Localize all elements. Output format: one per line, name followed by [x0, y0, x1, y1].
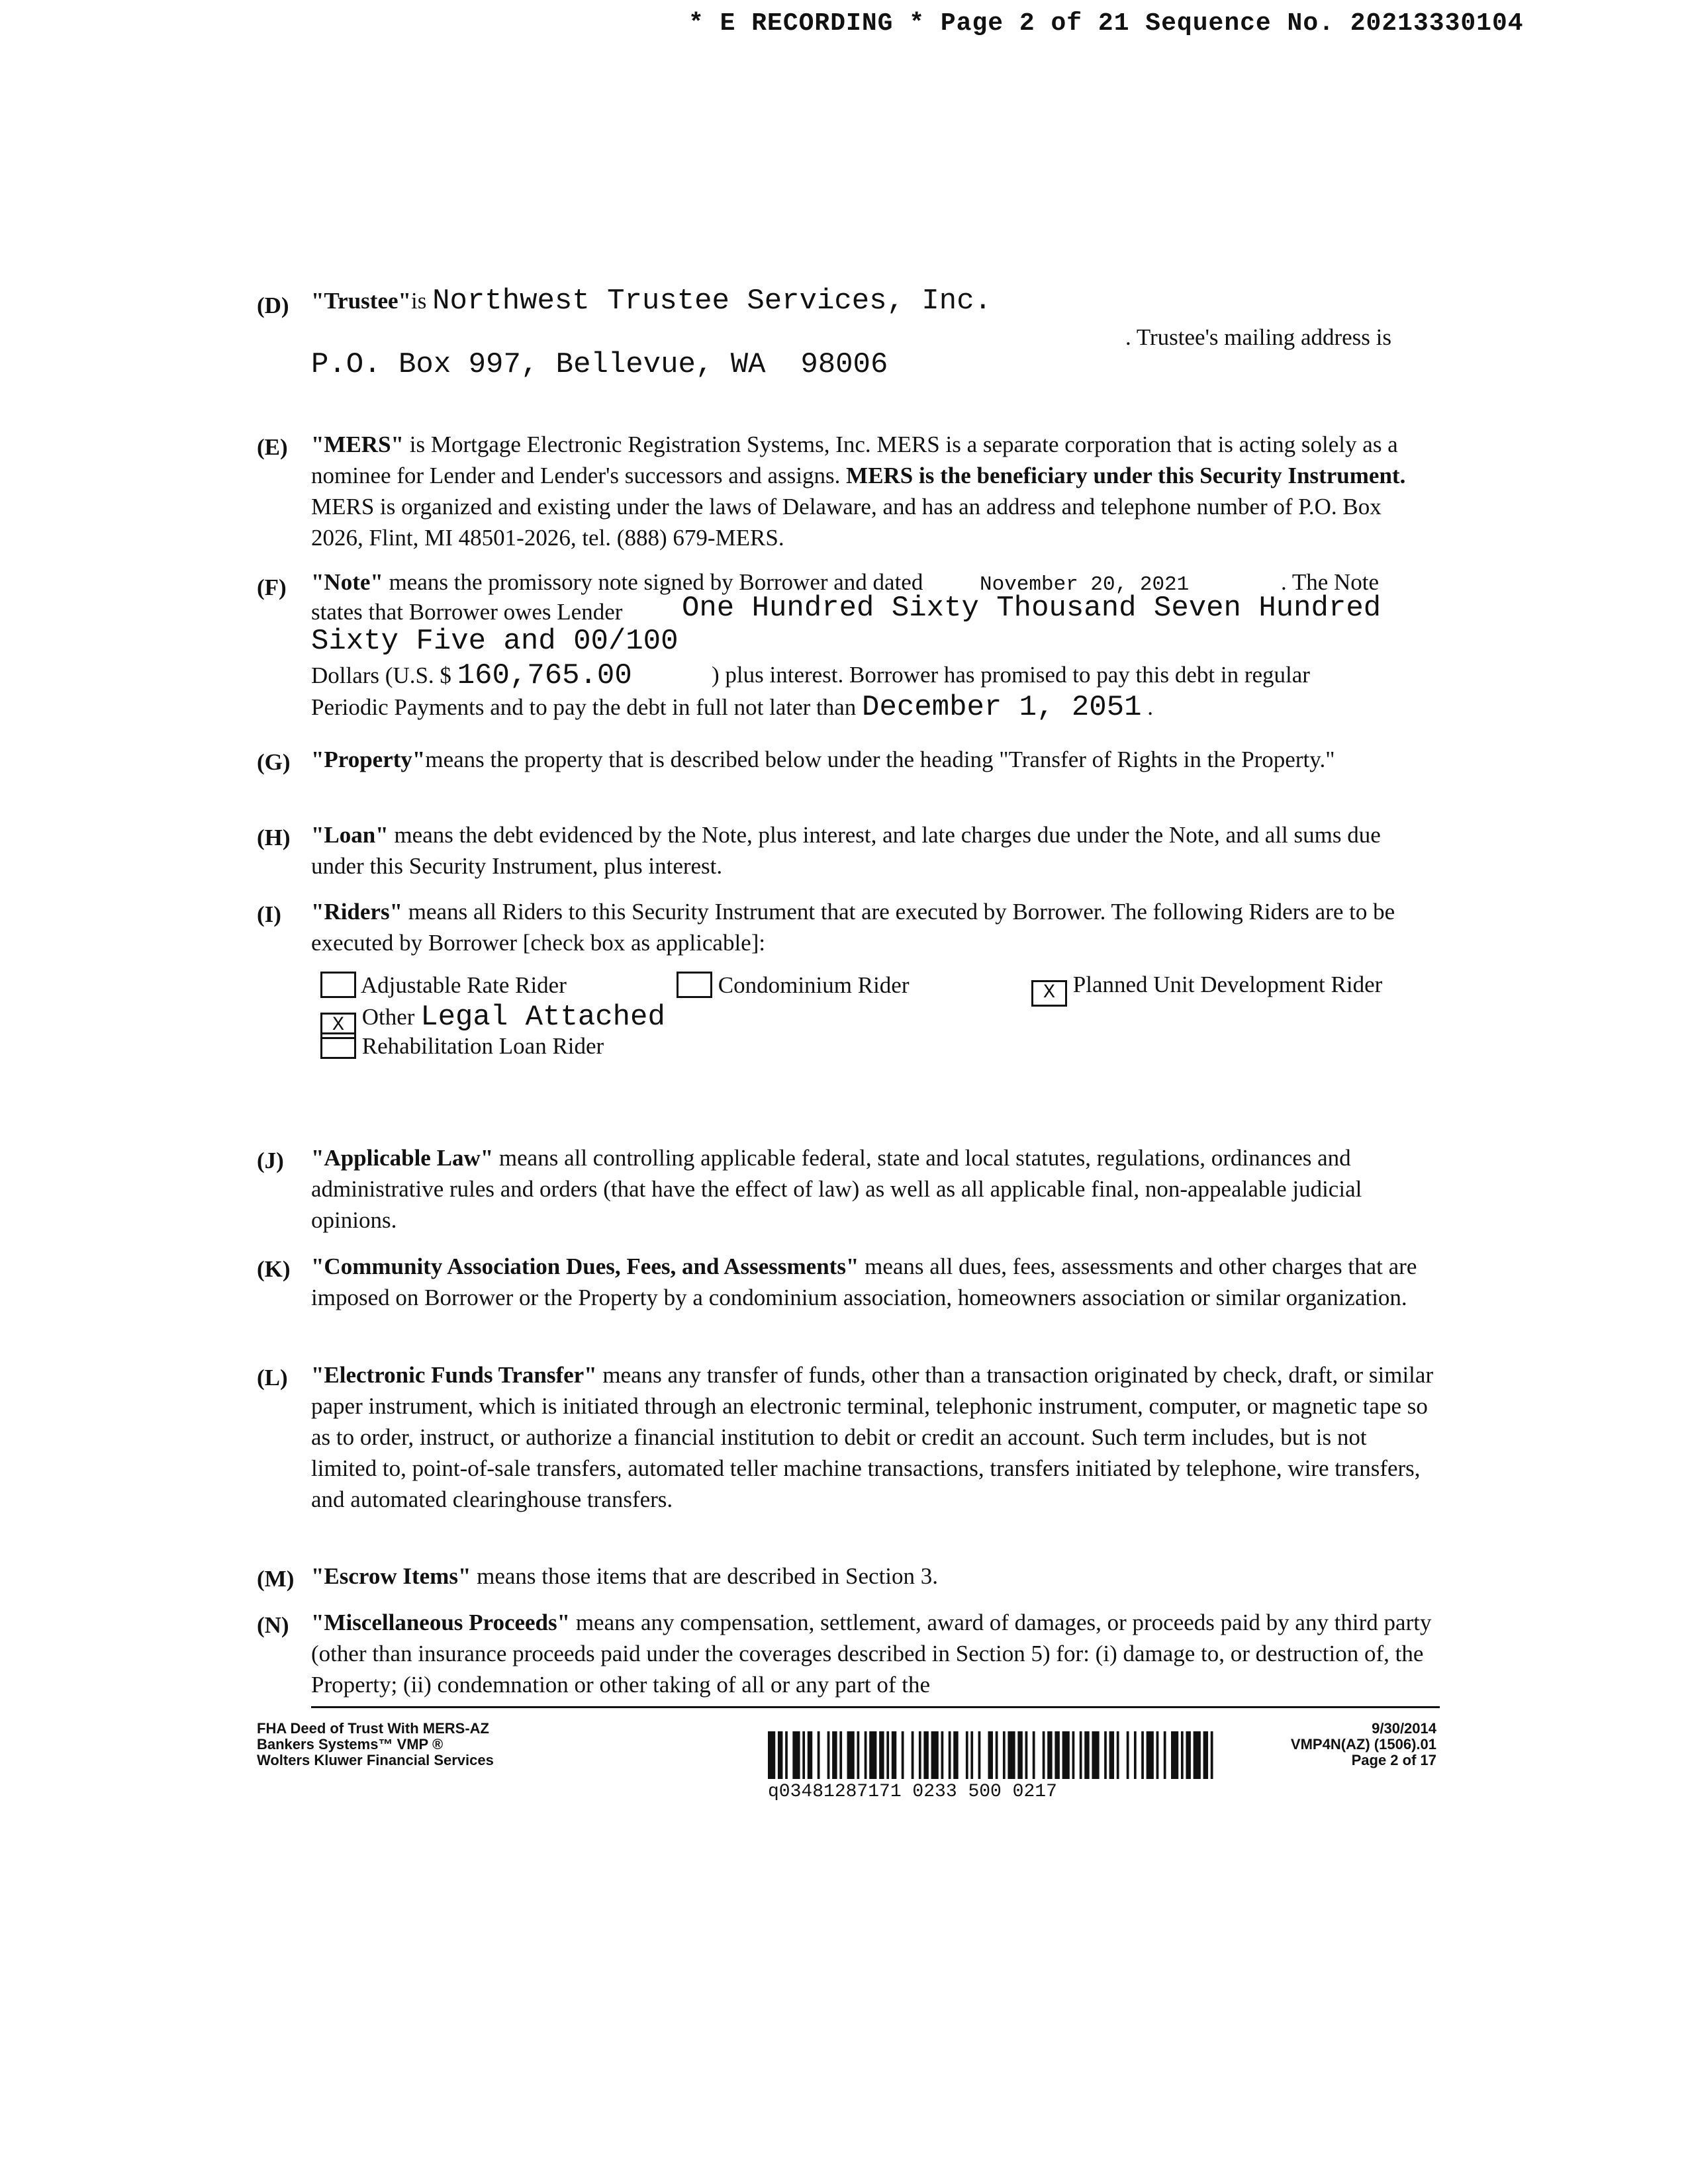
- loan-text: means the debt evidenced by the Note, plus interest, and late charges due under the Note, and all sums due under this Security Instrument, plus interest.: [311, 822, 1381, 879]
- trustee-term: "Trustee": [311, 288, 411, 314]
- section-letter-k: (K): [257, 1256, 291, 1282]
- applicable-law-term: "Applicable Law": [311, 1145, 494, 1171]
- footer-publisher: Bankers Systems™ VMP ®: [257, 1736, 444, 1752]
- note-period: .: [1141, 694, 1154, 720]
- footer-rule: [311, 1706, 1440, 1708]
- recording-header: * E RECORDING * Page 2 of 21 Sequence No. 20213330104: [688, 9, 1524, 38]
- rider-rehab: [320, 1032, 604, 1060]
- footer-left: [257, 1721, 494, 1768]
- mers-text1: is Mortgage Electronic Registration Systems, Inc. MERS is a separate corporation that is acting solely as a nominee for Lender and Lender's successors and assigns.: [311, 432, 1398, 488]
- section-letter-i: (I): [257, 901, 281, 927]
- footer-company: Wolters Kluwer Financial Services: [257, 1752, 494, 1768]
- note-dollars-prefix: Dollars (U.S. $: [311, 662, 457, 688]
- section-letter-l: (L): [257, 1365, 288, 1390]
- note-text2: . The Note: [1281, 569, 1380, 595]
- barcode-text: q03481287171 0233 500 0217: [768, 1782, 1057, 1802]
- trustee-mailing-label: . Trustee's mailing address is: [1125, 324, 1392, 350]
- loan-paragraph: [311, 819, 1436, 882]
- community-association-term: "Community Association Dues, Fees, and Assessments": [311, 1253, 859, 1279]
- property-text: means the property that is described below under the heading "Transfer of Rights in the Property.": [425, 747, 1335, 772]
- note-text1: means the promissory note signed by Borrower and dated: [383, 569, 923, 595]
- barcode-graphic: [768, 1731, 1218, 1779]
- loan-term: "Loan": [311, 822, 389, 848]
- section-letter-e: (E): [257, 434, 288, 460]
- riders-text: means all Riders to this Security Instrument that are executed by Borrower. The following Riders are to be executed by Borrower [check box as applicable]:: [311, 899, 1395, 956]
- misc-proceeds-paragraph: [311, 1607, 1436, 1700]
- mers-paragraph: [311, 429, 1436, 553]
- rehab-checkbox[interactable]: [320, 1032, 356, 1059]
- mers-bold: MERS is the beneficiary under this Security Instrument.: [846, 463, 1406, 488]
- riders-term: "Riders": [311, 899, 403, 925]
- condominium-label: Condominium Rider: [718, 972, 910, 998]
- eft-term: "Electronic Funds Transfer": [311, 1362, 597, 1388]
- property-term: "Property": [311, 747, 426, 772]
- mers-term: "MERS": [311, 432, 404, 457]
- trustee-address: P.O. Box 997, Bellevue, WA 98006: [311, 348, 888, 381]
- community-association-paragraph: [311, 1251, 1436, 1313]
- section-letter-h: (H): [257, 825, 291, 850]
- misc-proceeds-term: "Miscellaneous Proceeds": [311, 1610, 571, 1635]
- footer-date: 9/30/2014: [1372, 1720, 1436, 1737]
- footer-form-title: FHA Deed of Trust With MERS-AZ: [257, 1720, 489, 1737]
- trustee-name: Northwest Trustee Services, Inc.: [432, 285, 992, 318]
- eft-text: means any transfer of funds, other than a transaction originated by check, draft, or similar paper instrument, which is initiated through an electronic terminal, telephonic instrument, computer, or magnetic tape so as to order, instruct, or authorize a financial institution to debit or credit an account. Such term includes, but is not limited to, point-of-sale transfers, automated teller machine transactions, transfers initiated by telephone, wire transfers, and automated clearinghouse transfers.: [311, 1362, 1434, 1512]
- section-letter-j: (J): [257, 1148, 284, 1173]
- misc-proceeds-text: means any compensation, settlement, award of damages, or proceeds paid by any third party (other than insurance proceeds paid under the coverages described in Section 5) for: (i) damage to, or destruction of, the Property; (ii) condemnation or other taking of all or any part of the: [311, 1610, 1432, 1698]
- riders-paragraph: [311, 896, 1436, 958]
- other-rider-value: Legal Attached: [420, 1001, 665, 1034]
- footer-page-number: Page 2 of 17: [1351, 1752, 1436, 1768]
- note-text5: Periodic Payments and to pay the debt in full not later than: [311, 694, 863, 720]
- section-letter-g: (G): [257, 749, 291, 775]
- rider-adjustable: [320, 972, 567, 999]
- note-line-dollars: [311, 659, 632, 692]
- other-label: Other: [361, 1004, 415, 1030]
- adjustable-rate-checkbox[interactable]: [320, 972, 356, 998]
- property-paragraph: [311, 744, 1436, 775]
- condominium-checkbox[interactable]: [677, 972, 712, 998]
- section-letter-f: (F): [257, 574, 287, 600]
- adjustable-rate-label: Adjustable Rate Rider: [360, 972, 567, 998]
- footer-form-code: VMP4N(AZ) (1506).01: [1290, 1736, 1436, 1752]
- trustee-line: [311, 285, 992, 318]
- section-letter-m: (M): [257, 1566, 295, 1592]
- section-letter-n: (N): [257, 1612, 289, 1638]
- escrow-items-paragraph: [311, 1561, 1436, 1592]
- note-amount-words: One Hundred Sixty Thousand Seven Hundred Sixty Five and 00/100: [311, 592, 1382, 658]
- pud-label: Planned Unit Development Rider: [1072, 972, 1383, 997]
- rider-condominium: [677, 972, 910, 999]
- escrow-items-term: "Escrow Items": [311, 1563, 471, 1589]
- other-checkbox[interactable]: X: [320, 1013, 356, 1039]
- mers-text2: MERS is organized and existing under the laws of Delaware, and has an address and telephone number of P.O. Box 2026, Flint, MI 48501-2026, tel. (888) 679-MERS.: [311, 494, 1382, 551]
- community-association-text: means all dues, fees, assessments and other charges that are imposed on Borrower or the Property by a condominium association, homeowners association or similar organization.: [311, 1253, 1417, 1310]
- escrow-items-text: means those items that are described in Section 3.: [471, 1563, 939, 1589]
- rider-pud: [1031, 972, 1382, 1007]
- note-maturity: December 1, 2051: [862, 691, 1142, 724]
- applicable-law-text: means all controlling applicable federal, state and local statutes, regulations, ordinances and administrative rules and orders (that have the effect of law) as well as all applicable final, non-appealable judicial opinions.: [311, 1145, 1362, 1233]
- eft-paragraph: [311, 1359, 1436, 1515]
- note-text4: ) plus interest. Borrower has promised to pay this debt in regular: [712, 662, 1310, 688]
- note-amount: 160,765.00: [457, 659, 632, 692]
- pud-checkbox[interactable]: X: [1031, 980, 1067, 1007]
- rehab-label: Rehabilitation Loan Rider: [361, 1033, 604, 1059]
- note-date: November 20, 2021: [980, 573, 1190, 596]
- note-term: "Note": [311, 569, 383, 595]
- trustee-is: is: [410, 288, 427, 314]
- note-text3: states that Borrower owes Lender: [311, 599, 623, 625]
- applicable-law-paragraph: [311, 1142, 1436, 1236]
- note-line-maturity: [311, 691, 1153, 724]
- section-letter-d: (D): [257, 293, 289, 318]
- footer-right: [1231, 1721, 1436, 1768]
